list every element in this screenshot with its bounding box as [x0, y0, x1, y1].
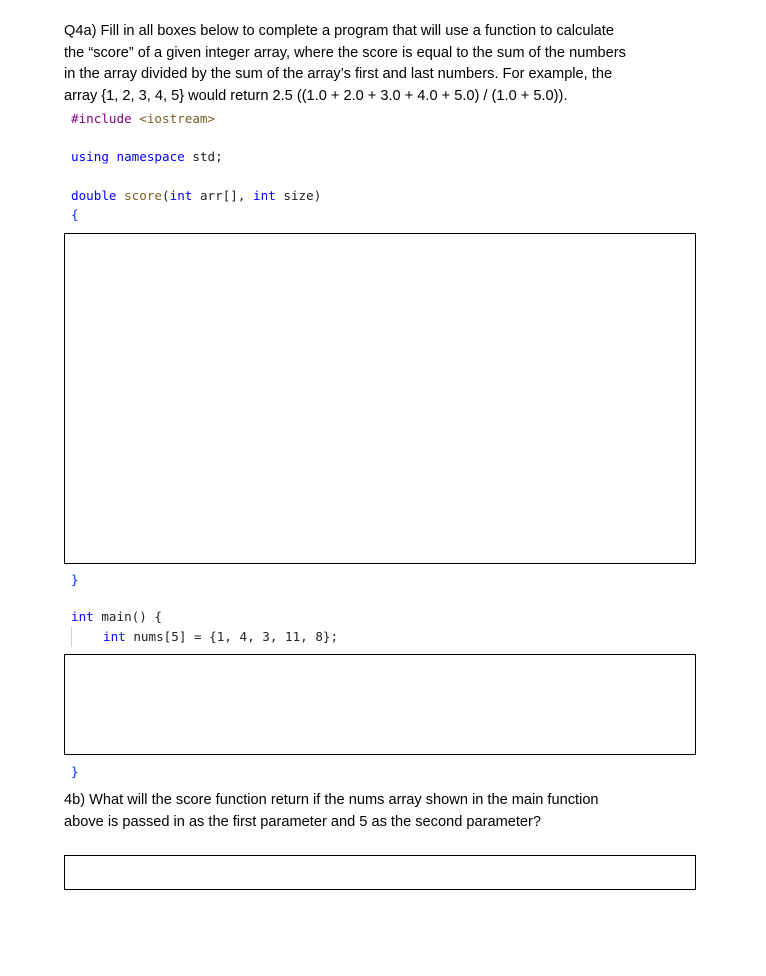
param-name: arr[],	[199, 188, 246, 203]
function-close-brace: }	[71, 572, 79, 587]
main-signature: main() {	[101, 609, 163, 624]
code-main-signature	[71, 608, 162, 626]
code-function-signature: double score(int arr[], int size)	[71, 188, 322, 203]
question-4a	[64, 21, 704, 107]
code-nums-declaration	[103, 628, 338, 646]
namespace-std: std;	[192, 149, 223, 164]
function-name: score	[124, 188, 163, 203]
nums-declaration: nums[5] = {1, 4, 3, 11, 8};	[133, 629, 339, 644]
using-keyword: using	[71, 149, 109, 164]
main-close-brace: }	[71, 764, 79, 779]
code-using	[71, 148, 223, 166]
include-directive: #include	[71, 111, 132, 126]
question-line: array {1, 2, 3, 4, 5} would return 2.5 ((1.0 + 2.0 + 3.0 + 4.0 + 5.0) / (1.0 + 5.0)).	[64, 87, 568, 104]
question-line: above is passed in as the first parameter and 5 as the second parameter?	[64, 813, 542, 830]
nums-type: int	[103, 629, 126, 644]
include-header: <iostream>	[139, 111, 216, 126]
namespace-keyword: namespace	[116, 149, 185, 164]
main-return-type: int	[71, 609, 94, 624]
question-line: the “score” of a given integer array, where the score is equal to the sum of the numbers	[64, 44, 626, 61]
function-open-brace: {	[71, 207, 79, 222]
param-name: size)	[283, 188, 322, 203]
question-line: 4b) What will the score function return if the nums array shown in the main function	[64, 792, 599, 808]
question-line: in the array divided by the sum of the array’s first and last numbers. For example, the	[64, 66, 613, 82]
param-type: int	[253, 188, 276, 203]
indent-guide	[71, 627, 72, 647]
main-body-answer-box[interactable]	[64, 654, 696, 755]
question-line: Q4a) Fill in all boxes below to complete a program that will use a function to calculate	[64, 23, 614, 39]
function-body-answer-box[interactable]	[64, 233, 696, 564]
return-value-answer-box[interactable]	[64, 855, 696, 890]
question-4b	[64, 790, 704, 833]
param-type: int	[169, 188, 193, 203]
code-include	[71, 110, 215, 128]
return-type: double	[71, 188, 117, 203]
